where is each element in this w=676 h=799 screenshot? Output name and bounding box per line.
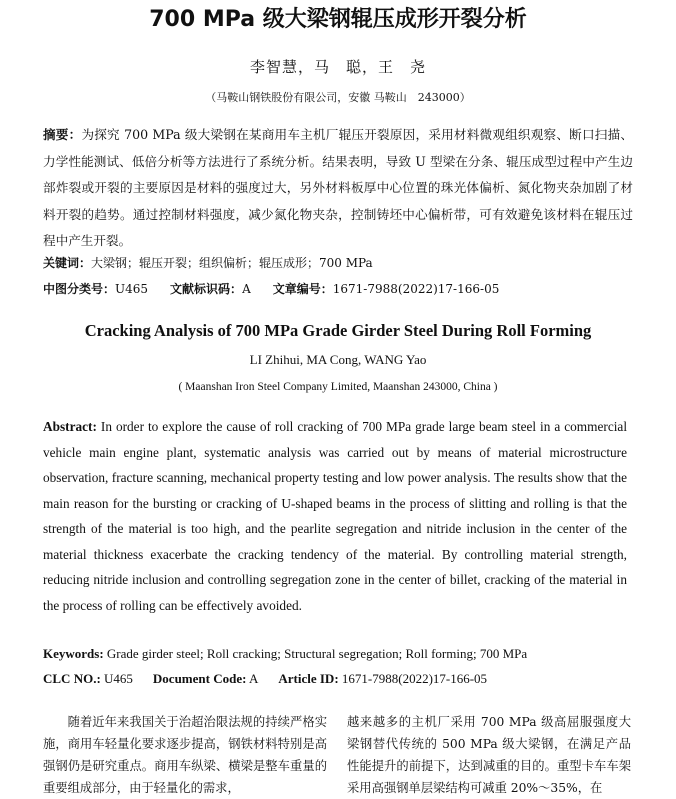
english-affiliation: ( Maanshan Iron Steel Company Limited, Maanshan 243000, China ) xyxy=(178,381,498,393)
chinese-affiliation: （马鞍山钢铁股份有限公司，安徽 马鞍山 243000） xyxy=(205,91,471,104)
chinese-title: 700 MPa 级大梁钢辊压成形开裂分析 xyxy=(149,7,527,32)
english-article-id-label: Article ID: xyxy=(278,671,339,686)
english-title: Cracking Analysis of 700 MPa Grade Girder Steel During Roll Forming xyxy=(84,321,592,340)
chinese-abstract-label: 摘要： xyxy=(43,127,82,142)
body-text-right-column: 越来越多的主机厂采用 700 MPa 级高屈服强度大梁钢替代传统的 500 MPa 级大梁钢，在满足产品性能提升的前提下，达到减重的目的。重型卡车车架采用高强钢单层梁结构可减重 20%～35%，在 xyxy=(347,715,631,795)
english-abstract-text: In order to explore the cause of roll cracking of 700 MPa grade large beam steel in a commercial vehicle main engine plant, systematic analysis was carried out by means of material microstructure observation, fracture scanning, mechanical property testing and low power analysis. The results show that the main reason for the bursting or cracking of U-shaped beams in the process of slitting and rolling is that the strength of the material is too high, and the pearlite segregation and nitride inclusion in the center of the material thickness exacerbate the cracking tendency of the material. By controlling material strength, reducing nitride inclusion and controlling segregation zone in the center of billet, cracking of the material in the process of rolling can be effectively avoided. xyxy=(43,419,628,613)
english-clc-value: U465 xyxy=(104,671,133,686)
english-abstract-label: Abstract: xyxy=(43,419,97,434)
english-article-id-value: 1671-7988(2022)17-166-05 xyxy=(341,671,488,686)
english-keywords xyxy=(43,643,643,665)
english-keywords-text: Grade girder steel; Roll cracking; Structural segregation; Roll forming; 700 MPa xyxy=(106,646,528,661)
chinese-abstract-text: 为探究 700 MPa 级大梁钢在某商用车主机厂辊压开裂原因，采用材料微观组织观察、断口扫描、力学性能测试、低倍分析等方法进行了系统分析。结果表明，导致 U 型梁在分条、辊压成型过程中产生边部炸裂或开裂的主要原因是材料的强度过大，另外材料板厚中心位置的珠光体偏析、氮化物夹杂加剧了材料开裂的趋势。通过控制材料强度，减少氮化物夹杂，控制铸坯中心偏析带，可有效避免该材料在辊压过程中产生开裂。 xyxy=(43,127,634,249)
english-doc-code-value: A xyxy=(248,671,259,686)
english-classification-line xyxy=(43,668,643,690)
chinese-abstract xyxy=(43,122,633,255)
english-keywords-label: Keywords: xyxy=(43,646,104,661)
chinese-clc-label: 中图分类号： xyxy=(43,282,116,296)
english-authors: LI Zhihui, MA Cong, WANG Yao xyxy=(249,352,427,367)
body-text-left-column: 随着近年来我国关于治超治限法规的持续严格实施，商用车轻量化要求逐步提高，钢铁材料特别是高强钢仍是研究重点。商用车纵梁、横梁是整车重量的重要组成部分，由于轻量化的需求， xyxy=(43,715,327,795)
english-clc-label: CLC NO.: xyxy=(43,671,101,686)
chinese-article-id-value: 1671-7988(2022)17-166-05 xyxy=(332,282,500,296)
chinese-keywords xyxy=(43,252,633,274)
english-abstract xyxy=(43,414,627,618)
chinese-keywords-label: 关键词： xyxy=(43,256,92,270)
chinese-clc-value: U465 xyxy=(115,282,149,296)
chinese-doc-code-label: 文献标识码： xyxy=(170,282,243,296)
english-doc-code-label: Document Code: xyxy=(152,671,247,686)
chinese-keywords-text: 大梁钢；辊压开裂；组织偏析；辊压成形；700 MPa xyxy=(91,256,373,270)
chinese-authors: 李智慧，马 聪，王 尧 xyxy=(249,58,426,76)
chinese-article-id-label: 文章编号： xyxy=(272,282,333,296)
chinese-classification-line xyxy=(43,278,643,300)
chinese-doc-code-value: A xyxy=(242,282,251,296)
